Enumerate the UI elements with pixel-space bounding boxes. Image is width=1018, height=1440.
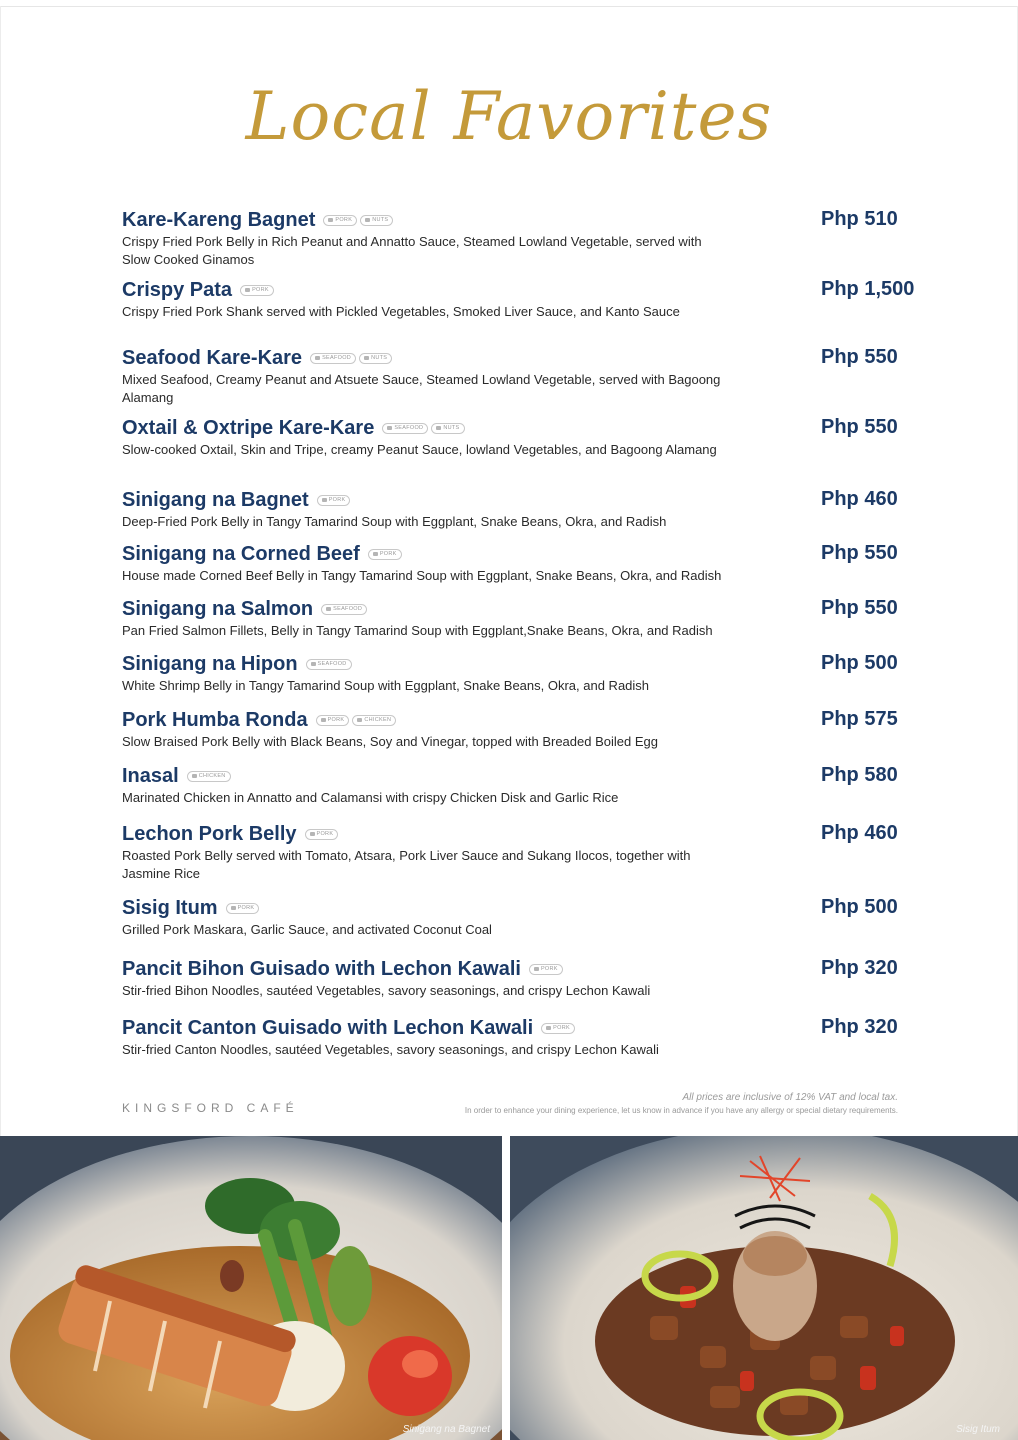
menu-item-header	[122, 542, 902, 566]
menu-item-description: Grilled Pork Maskara, Garlic Sauce, and activated Coconut Coal	[122, 922, 492, 937]
menu-item	[122, 278, 915, 321]
dietary-tag-label: PORK	[335, 217, 353, 223]
dietary-tag-pork	[240, 285, 274, 296]
dietary-tag-label: SEAFOOD	[333, 606, 363, 612]
dietary-tag-pork	[529, 964, 563, 975]
dietary-tags	[317, 495, 351, 506]
menu-item	[122, 822, 902, 883]
menu-item-price: Php 500	[821, 652, 898, 674]
photo-sisig-itum	[510, 1136, 1018, 1440]
menu-item-header	[122, 957, 902, 981]
menu-item-price: Php 320	[821, 1016, 898, 1038]
top-rule	[0, 6, 1018, 7]
menu-item-description: Stir-fried Bihon Noodles, sautéed Vegetables, savory seasonings, and crispy Lechon Kawali	[122, 983, 651, 998]
menu-item-name: Crispy Pata	[122, 278, 233, 301]
dietary-tags	[541, 1023, 575, 1034]
menu-item-description: Deep-Fried Pork Belly in Tangy Tamarind Soup with Eggplant, Snake Beans, Okra, and Radish	[122, 514, 667, 529]
menu-item-price: Php 460	[821, 822, 898, 844]
menu-item-price: Php 1,500	[821, 278, 915, 300]
dietary-tag-nuts	[359, 353, 392, 364]
menu-item	[122, 208, 902, 269]
dietary-tags	[310, 353, 392, 364]
dietary-tags	[323, 215, 393, 226]
menu-item-name: Sinigang na Bagnet	[122, 488, 309, 511]
menu-item-name: Pancit Bihon Guisado with Lechon Kawali	[122, 957, 521, 980]
menu-item	[122, 896, 902, 939]
seafood-icon	[311, 662, 316, 666]
page-title: Local Favorites	[245, 78, 773, 155]
dietary-tag-label: PORK	[237, 905, 255, 911]
dietary-tag-label: NUTS	[371, 355, 388, 361]
menu-item-description: Stir-fried Canton Noodles, sautéed Vegetables, savory seasonings, and crispy Lechon Kawali	[122, 1042, 659, 1057]
dietary-tag-label: SEAFOOD	[322, 355, 352, 361]
tax-note: All prices are inclusive of 12% VAT and local tax.	[682, 1092, 898, 1103]
pork-icon	[231, 906, 236, 910]
dietary-tag-label: CHICKEN	[364, 717, 392, 723]
menu-item-price: Php 550	[821, 346, 898, 368]
dietary-tag-label: PORK	[540, 966, 558, 972]
menu-item	[122, 346, 902, 407]
dietary-tags	[306, 659, 352, 670]
menu-item-header	[122, 208, 902, 232]
menu-item-description: Crispy Fried Pork Belly in Rich Peanut and Annatto Sauce, Steamed Lowland Vegetable, served with Slow Cooked Ginamos	[122, 234, 702, 267]
dietary-tag-nuts	[360, 215, 393, 226]
dietary-tags	[316, 715, 397, 726]
menu-item-description: Slow-cooked Oxtail, Skin and Tripe, creamy Peanut Sauce, lowland Vegetables, and Bagoong Alamang	[122, 442, 717, 457]
menu-item-price: Php 575	[821, 708, 898, 730]
menu-item-price: Php 550	[821, 542, 898, 564]
dietary-tag-chicken	[187, 771, 231, 782]
dietary-tag-label: PORK	[328, 497, 346, 503]
chicken-icon	[357, 718, 362, 722]
menu-item-price: Php 550	[821, 597, 898, 619]
menu-item-description: Pan Fried Salmon Fillets, Belly in Tangy Tamarind Soup with Eggplant,Snake Beans, Okra, and Radish	[122, 623, 713, 638]
pork-icon	[546, 1026, 551, 1030]
dietary-tag-label: PORK	[327, 717, 345, 723]
dietary-tag-label: NUTS	[443, 425, 460, 431]
menu-item-description: Roasted Pork Belly served with Tomato, Atsara, Pork Liver Sauce and Sukang Ilocos, together with Jasmine Rice	[122, 848, 691, 881]
chicken-icon	[192, 774, 197, 778]
menu-item	[122, 542, 902, 585]
pork-icon	[321, 718, 326, 722]
menu-item-name: Sinigang na Salmon	[122, 597, 314, 620]
menu-item-name: Inasal	[122, 764, 179, 787]
brand-name: KINGSFORD CAFÉ	[122, 1101, 299, 1115]
menu-item-price: Php 460	[821, 488, 898, 510]
dietary-tags	[321, 604, 367, 615]
dietary-tag-chicken	[352, 715, 396, 726]
menu-item-header	[122, 708, 902, 732]
menu-item-description: Marinated Chicken in Annatto and Calamansi with crispy Chicken Disk and Garlic Rice	[122, 790, 619, 805]
menu-item-price: Php 580	[821, 764, 898, 786]
menu-item-header	[122, 764, 902, 788]
pork-icon	[310, 832, 315, 836]
menu-item	[122, 708, 902, 751]
dietary-tag-label: SEAFOOD	[317, 661, 347, 667]
nuts-icon	[365, 218, 370, 222]
menu-item-header	[122, 1016, 902, 1040]
photo-caption-right: Sisig Itum	[956, 1424, 1000, 1435]
menu-item-name: Seafood Kare-Kare	[122, 346, 303, 369]
menu-item-name: Pancit Canton Guisado with Lechon Kawali	[122, 1016, 534, 1039]
menu-item-header	[122, 416, 902, 440]
menu-item-price: Php 320	[821, 957, 898, 979]
dietary-tag-pork	[323, 215, 357, 226]
menu-item	[122, 1016, 902, 1059]
pork-icon	[245, 288, 250, 292]
dietary-tag-seafood	[382, 423, 428, 434]
menu-item-name: Pork Humba Ronda	[122, 708, 308, 731]
dietary-tag-nuts	[431, 423, 464, 434]
menu-item-name: Sisig Itum	[122, 896, 218, 919]
pork-icon	[322, 498, 327, 502]
menu-item-description: House made Corned Beef Belly in Tangy Tamarind Soup with Eggplant, Snake Beans, Okra, and Radish	[122, 568, 722, 583]
menu-item-name: Kare-Kareng Bagnet	[122, 208, 316, 231]
dietary-tag-pork	[316, 715, 350, 726]
pork-icon	[534, 967, 539, 971]
menu-item-header	[122, 896, 902, 920]
menu-item-price: Php 500	[821, 896, 898, 918]
menu-item-name: Oxtail & Oxtripe Kare-Kare	[122, 416, 375, 439]
dietary-tag-seafood	[321, 604, 367, 615]
dietary-tags	[187, 771, 231, 782]
menu-item-header	[122, 278, 902, 302]
dietary-tag-label: PORK	[252, 287, 269, 293]
dietary-tag-pork	[226, 903, 260, 914]
dietary-tags	[305, 829, 339, 840]
nuts-icon	[436, 426, 441, 430]
menu-item-header	[122, 346, 902, 370]
menu-item-name: Lechon Pork Belly	[122, 822, 297, 845]
photo-sinigang-na-bagnet	[0, 1136, 502, 1440]
menu-item	[122, 488, 902, 531]
menu-item	[122, 416, 902, 459]
dietary-tag-pork	[541, 1023, 575, 1034]
menu-item	[122, 764, 902, 807]
menu-item-description: Slow Braised Pork Belly with Black Beans, Soy and Vinegar, topped with Breaded Boiled Egg	[122, 734, 658, 749]
menu-item-name: Sinigang na Corned Beef	[122, 542, 360, 565]
photo-caption-left: Sinigang na Bagnet	[402, 1424, 490, 1435]
dietary-tag-label: PORK	[553, 1025, 570, 1031]
seafood-icon	[387, 426, 392, 430]
dietary-tag-seafood	[310, 353, 356, 364]
menu-item-description: White Shrimp Belly in Tangy Tamarind Soup with Eggplant, Snake Beans, Okra, and Radish	[122, 678, 650, 693]
pork-icon	[373, 552, 378, 556]
menu-item-header	[122, 652, 902, 676]
menu-item-description: Mixed Seafood, Creamy Peanut and Atsuete Sauce, Steamed Lowland Vegetable, served with Bagoong Alamang	[122, 372, 721, 405]
menu-item	[122, 652, 902, 695]
menu-item-header	[122, 488, 902, 512]
dietary-tags	[368, 549, 402, 560]
left-rule	[0, 6, 1, 1136]
dietary-tags	[240, 285, 274, 296]
dietary-tags	[382, 423, 464, 434]
menu-item-description: Crispy Fried Pork Shank served with Pickled Vegetables, Smoked Liver Sauce, and Kanto Sauce	[122, 304, 680, 319]
dietary-tag-seafood	[306, 659, 352, 670]
nuts-icon	[364, 356, 369, 360]
dietary-tag-label: SEAFOOD	[394, 425, 424, 431]
allergy-note: In order to enhance your dining experience, let us know in advance if you have any allergy or special dietary requirements.	[464, 1106, 898, 1115]
dietary-tag-pork	[317, 495, 351, 506]
dietary-tags	[226, 903, 260, 914]
menu-item	[122, 597, 902, 640]
dietary-tag-label: PORK	[379, 551, 397, 557]
seafood-icon	[326, 607, 331, 611]
menu-item-price: Php 510	[821, 208, 898, 230]
dietary-tag-label: NUTS	[372, 217, 389, 223]
dietary-tags	[529, 964, 563, 975]
dietary-tag-pork	[368, 549, 402, 560]
dietary-tag-label: CHICKEN	[198, 773, 226, 779]
dietary-tag-label: PORK	[316, 831, 334, 837]
menu-item-header	[122, 822, 902, 846]
menu-item-price: Php 550	[821, 416, 898, 438]
seafood-icon	[315, 356, 320, 360]
dietary-tag-pork	[305, 829, 339, 840]
menu-item-header	[122, 597, 902, 621]
menu-item-name: Sinigang na Hipon	[122, 652, 298, 675]
menu-item	[122, 957, 902, 1000]
pork-icon	[328, 218, 333, 222]
